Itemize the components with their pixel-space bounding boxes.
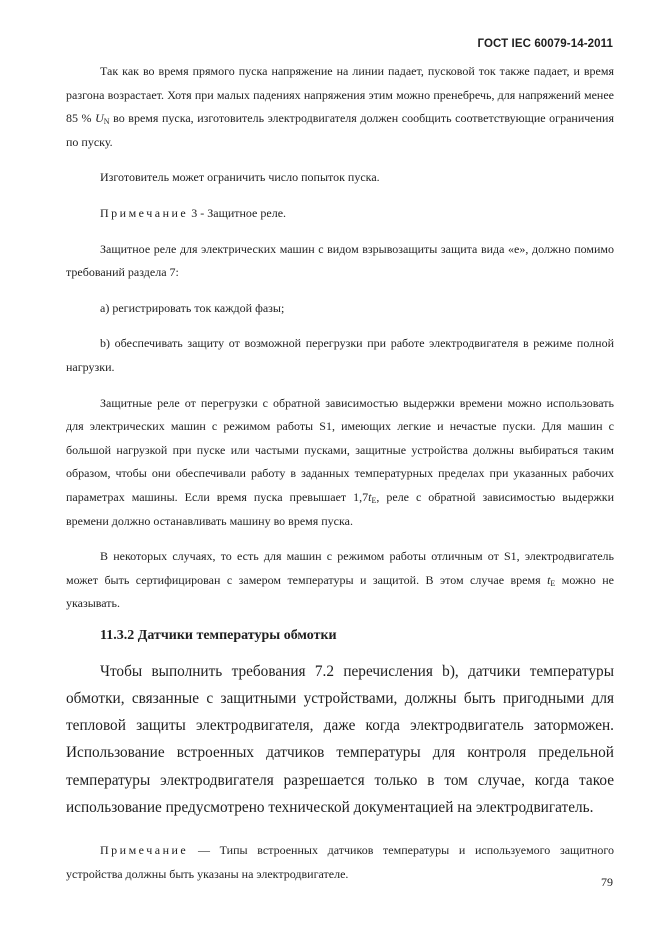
list-item-b: b) обеспечивать защиту от возможной перегрузки при работе электродвигателя в режиме полной нагрузки.	[66, 336, 614, 374]
paragraph-start-attempts: Изготовитель может ограничить число попыток пуска.	[100, 170, 380, 185]
paragraph-winding-sensors: Чтобы выполнить требования 7.2 перечисления b), датчики температуры обмотки, связанные с защитными устройствами, должны быть пригодными для тепловой защиты электродвигателя, даже когда электродвигатель заторможен. Использование встроенных датчиков температуры для контроля предельной температуры электродвигателя разрешается только в том случае, когда такое использование предусмотрено технической документацией на электродвигатель.	[66, 662, 614, 816]
paragraph-direct-start: Так как во время прямого пуска напряжение на линии падает, пусковой ток также падает, и время разгона возрастает. Хотя при малых падениях напряжения этим можно пренебречь, для напряжений менее 85 % $U_N$ во время пуска, изготовитель электродвигателя должен сообщить соответствующие ограничения по пуску.	[66, 64, 614, 149]
paragraph-protective-relay: Защитное реле для электрических машин с видом взрывозащиты защита вида «е», должно помимо требований раздела 7:	[66, 241, 614, 280]
symbol-u: U	[95, 111, 104, 126]
note-label: Примечание	[100, 843, 189, 858]
paragraph-some-cases: В некоторых случаях, то есть для машин с режимом работы отличным от S1, электродвигатель может быть сертифицирован с замером температуры и защитой. В этом случае время $t_E$ можно не указывать.	[66, 549, 614, 611]
note-label: Примечание	[100, 205, 189, 220]
list-item-a: a) регистрировать ток каждой фазы;	[100, 300, 285, 315]
page-body	[66, 60, 614, 886]
page-number: 79	[601, 875, 613, 889]
note-3: Примечание 3 - Защитное реле.	[100, 205, 287, 220]
section-heading: 11.3.2 Датчики температуры обмотки	[100, 627, 337, 643]
paragraph-overload-relays: Защитные реле от перегрузки с обратной зависимостью выдержки времени можно использовать для электрических машин с режимом работы S1, имеющих легкие и нечастые пуски. Для машин с большой нагрузкой при пуске или частыми пусками, защитные устройства должны выбираться таким образом, чтобы они обеспечивали работу в заданных температурных пределах при указанных рабочих параметрах машины. Если время пуска превышает $1,7t_E$, реле с обратной зависимостью выдержки времени должно останавливать машину во время пуска.	[66, 395, 614, 528]
symbol-t: t	[547, 572, 551, 587]
note-final: Примечание — Типы встроенных датчиков температуры и используемого защитного устройства должны быть указаны на электродвигателе.	[66, 843, 614, 881]
symbol-t: t	[368, 489, 372, 504]
document-code: ГОСТ IEC 60079-14-2011	[477, 38, 613, 50]
